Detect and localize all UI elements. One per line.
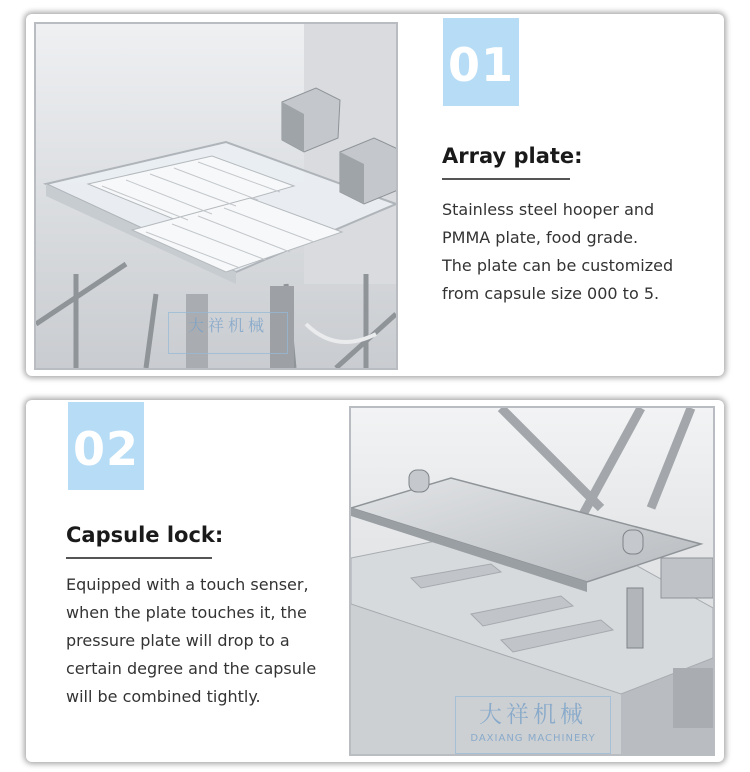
description-line: certain degree and the capsule [66,659,317,678]
watermark-chinese: 大祥机械 [187,316,268,335]
description-line: Stainless steel hooper and [442,200,655,219]
description-line: The plate can be customized [442,256,674,275]
description-line: PMMA plate, food grade. [442,228,639,247]
watermark-chinese: 大祥机械 [479,702,587,728]
section-number-badge: 02 [68,402,144,490]
feature-card-capsule-lock [26,400,724,762]
description-line: when the plate touches it, the [66,603,307,622]
watermark-english: DAXIANG MACHINERY [470,733,596,744]
title-underline [66,557,212,559]
section-description [442,196,673,308]
feature-card-array-plate [26,14,724,376]
section-title: Capsule lock: [66,523,224,547]
array-plate-photo [34,22,398,370]
title-underline [442,178,570,180]
description-line: Equipped with a touch senser, [66,575,309,594]
watermark [455,696,611,754]
description-line: from capsule size 000 to 5. [442,284,660,303]
section-description [66,571,316,711]
description-line: pressure plate will drop to a [66,631,290,650]
watermark [168,312,288,354]
section-number-badge: 01 [443,18,519,106]
description-line: will be combined tightly. [66,687,261,706]
capsule-lock-photo [349,406,715,756]
section-title: Array plate: [442,144,583,168]
